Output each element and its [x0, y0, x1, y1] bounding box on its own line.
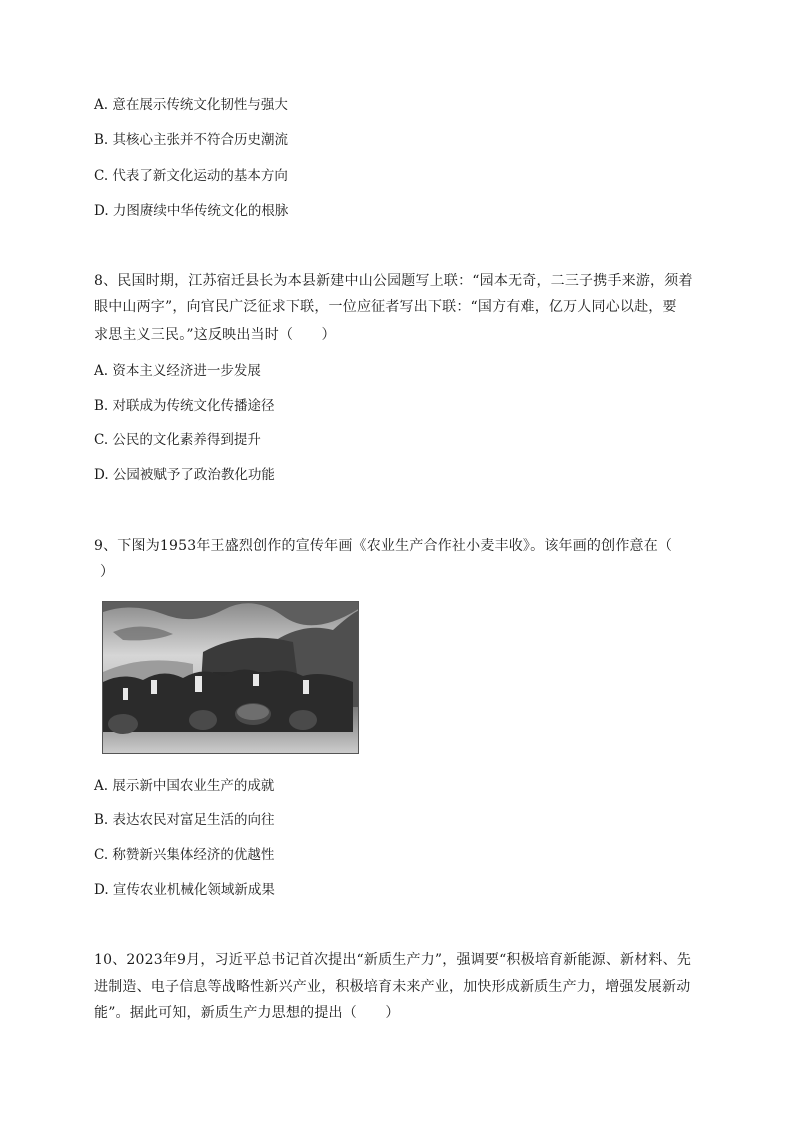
q9-stem-line-2: ） [100, 564, 115, 580]
q8-stem-line-2: 眼中山两字”，向官民广泛征求下联，一位应征者写出下联：“国方有难，亿万人同心以赴，要 [94, 299, 677, 315]
q8-option-c: C. 公民的文化素养得到提升 [94, 432, 261, 448]
q9-option-c: C. 称赞新兴集体经济的优越性 [94, 847, 275, 863]
q7-option-a: A. 意在展示传统文化韧性与强大 [94, 97, 288, 113]
harvest-painting-image [102, 601, 359, 754]
q10-stem-line-3: 能”。据此可知，新质生产力思想的提出（ ） [94, 1005, 400, 1021]
q8-stem-line-1: 8、民国时期，江苏宿迁县长为本县新建中山公园题写上联：“园本无奇，二三子携手来游，须着 [94, 273, 693, 289]
q9-option-a: A. 展示新中国农业生产的成就 [94, 778, 275, 794]
q9-option-b: B. 表达农民对富足生活的向往 [94, 812, 275, 828]
q7-option-c: C. 代表了新文化运动的基本方向 [94, 168, 288, 184]
q9-option-d: D. 宣传农业机械化领域新成果 [94, 882, 275, 898]
q10-stem-line-2: 进制造、电子信息等战略性新兴产业，积极培育未来产业，加快形成新质生产力，增强发展新动 [94, 979, 691, 995]
q8-option-b: B. 对联成为传统文化传播途径 [94, 398, 275, 414]
harvest-painting-drawing [103, 602, 359, 754]
q10-stem-line-1: 10、2023年9月，习近平总书记首次提出“新质生产力”，强调要“积极培育新能源、新材料、先 [94, 952, 692, 968]
q8-option-d: D. 公园被赋予了政治教化功能 [94, 467, 275, 483]
q7-option-d: D. 力图赓续中华传统文化的根脉 [94, 203, 289, 219]
q7-option-b: B. 其核心主张并不符合历史潮流 [94, 132, 289, 148]
q8-stem-line-3: 求思主义三民。”这反映出当时（ ） [94, 327, 336, 343]
q8-option-a: A. 资本主义经济进一步发展 [94, 363, 261, 379]
q9-stem-line-1: 9、下图为1953年王盛烈创作的宣传年画《农业生产合作社小麦丰收》。该年画的创作意在（ [94, 538, 673, 554]
